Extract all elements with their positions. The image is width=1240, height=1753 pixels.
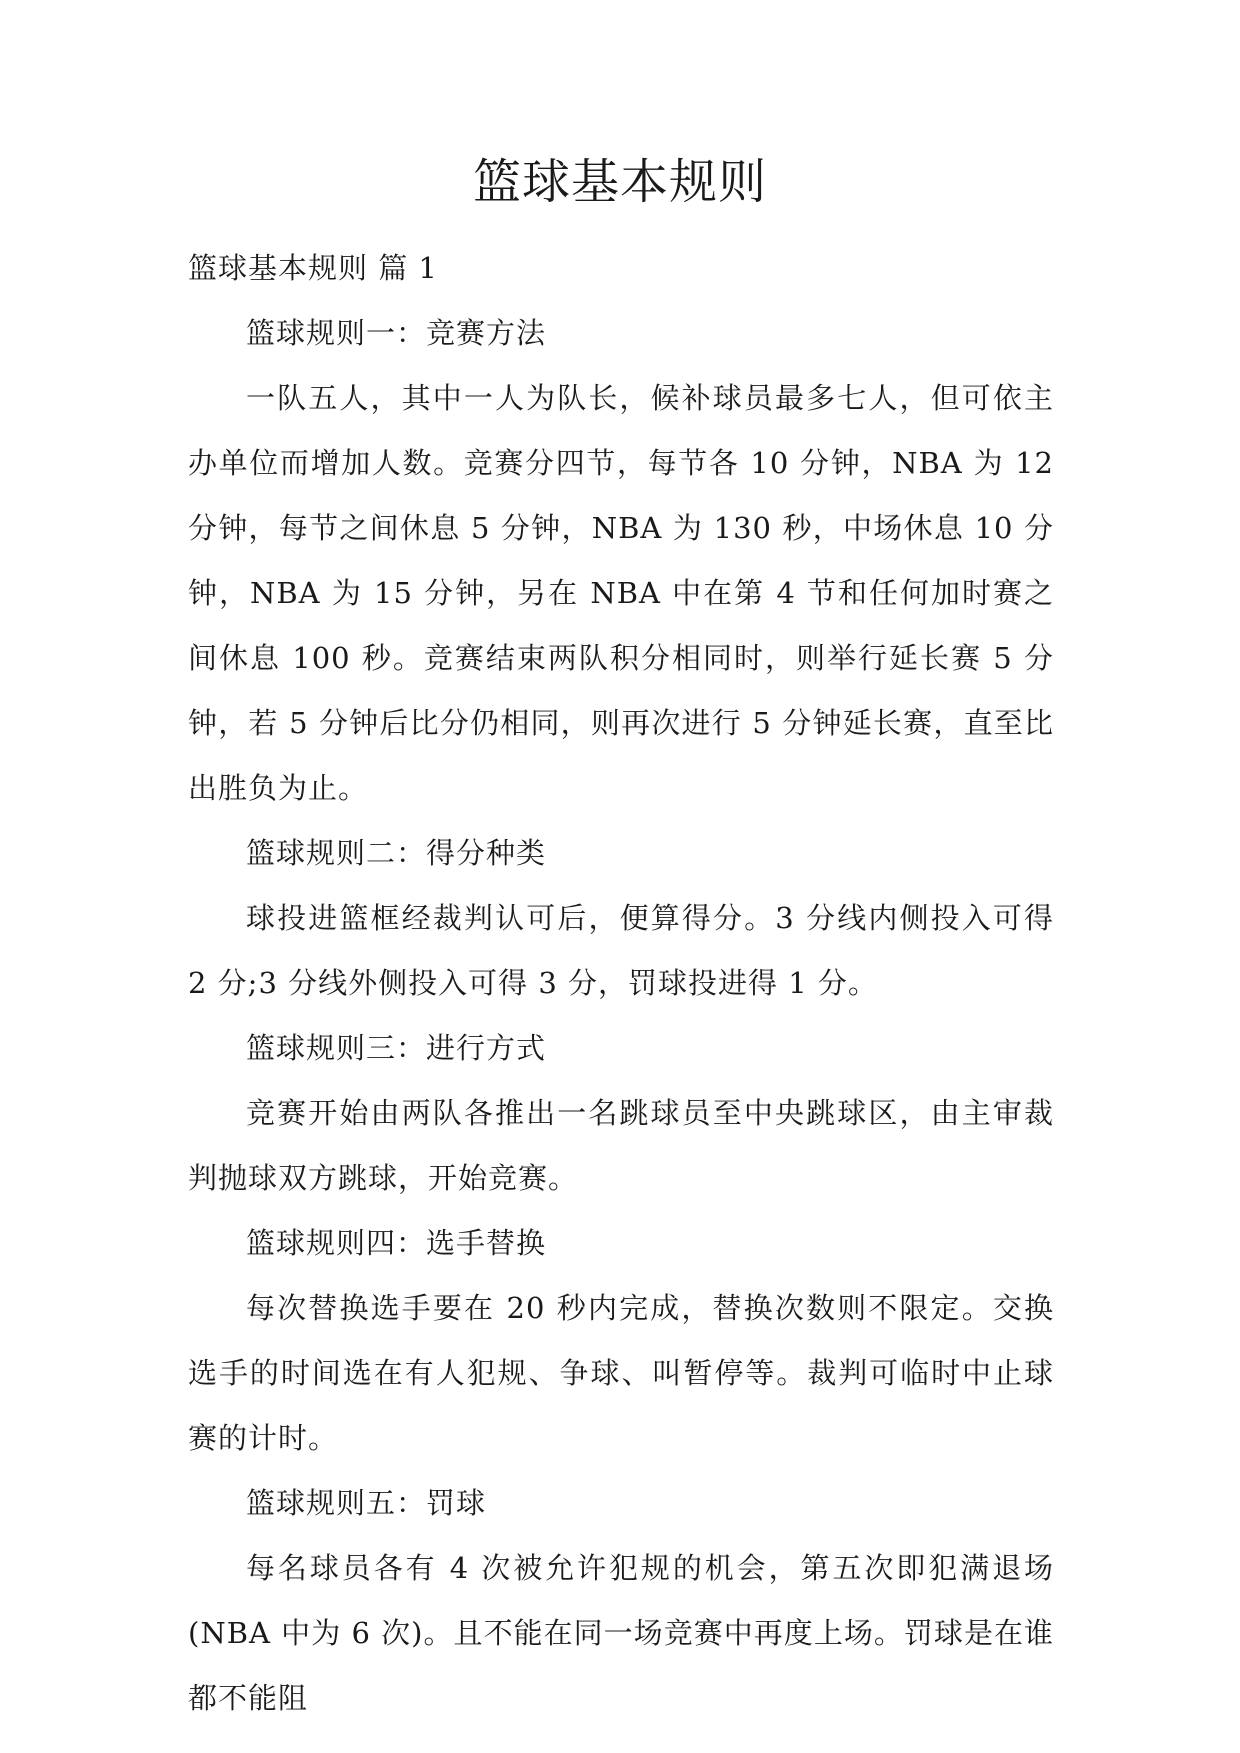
paragraph-free-throw: 每名球员各有 4 次被允许犯规的机会，第五次即犯满退场(NBA 中为 6 次)。且不能在同一场竞赛中再度上场。罚球是在谁都不能阻 — [188, 1551, 1054, 1715]
paragraph-scoring-types: 球投进篮框经裁判认可后，便算得分。3 分线内侧投入可得 2 分;3 分线外侧投入可得 3 分，罚球投进得 1 分。 — [188, 901, 1054, 1000]
section-heading-scoring-types: 篮球规则二：得分种类 — [246, 836, 547, 870]
section-heading-substitution: 篮球规则四：选手替换 — [246, 1226, 547, 1260]
section-heading-free-throw: 篮球规则五：罚球 — [246, 1486, 487, 1520]
paragraph-competition-method: 一队五人，其中一人为队长，候补球员最多七人，但可依主办单位而增加人数。竞赛分四节，每节各 10 分钟，NBA 为 12 分钟，每节之间休息 5 分钟，NBA 为 130 秒，中场休息 10 分钟，NBA 为 15 分钟，另在 NBA 中在第 4 节和任何加时赛之间休息 100 秒。竞赛结束两队积分相同时，则举行延长赛 5 分钟，若 5 分钟后比分仍相同，则再次进行 5 分钟延长赛，直至比出胜负为止。 — [188, 381, 1054, 805]
section-heading-game-procedure: 篮球规则三：进行方式 — [246, 1031, 547, 1065]
section-heading-competition-method: 篮球规则一：竞赛方法 — [246, 316, 547, 350]
paragraph-game-procedure: 竞赛开始由两队各推出一名跳球员至中央跳球区，由主审裁判抛球双方跳球，开始竞赛。 — [188, 1096, 1054, 1195]
paragraph-substitution: 每次替换选手要在 20 秒内完成，替换次数则不限定。交换选手的时间选在有人犯规、争球、叫暂停等。裁判可临时中止球赛的计时。 — [188, 1291, 1054, 1455]
article-heading: 篮球基本规则 篇 1 — [188, 251, 438, 285]
document-body — [188, 236, 1054, 1731]
document-title: 篮球基本规则 — [472, 154, 767, 210]
